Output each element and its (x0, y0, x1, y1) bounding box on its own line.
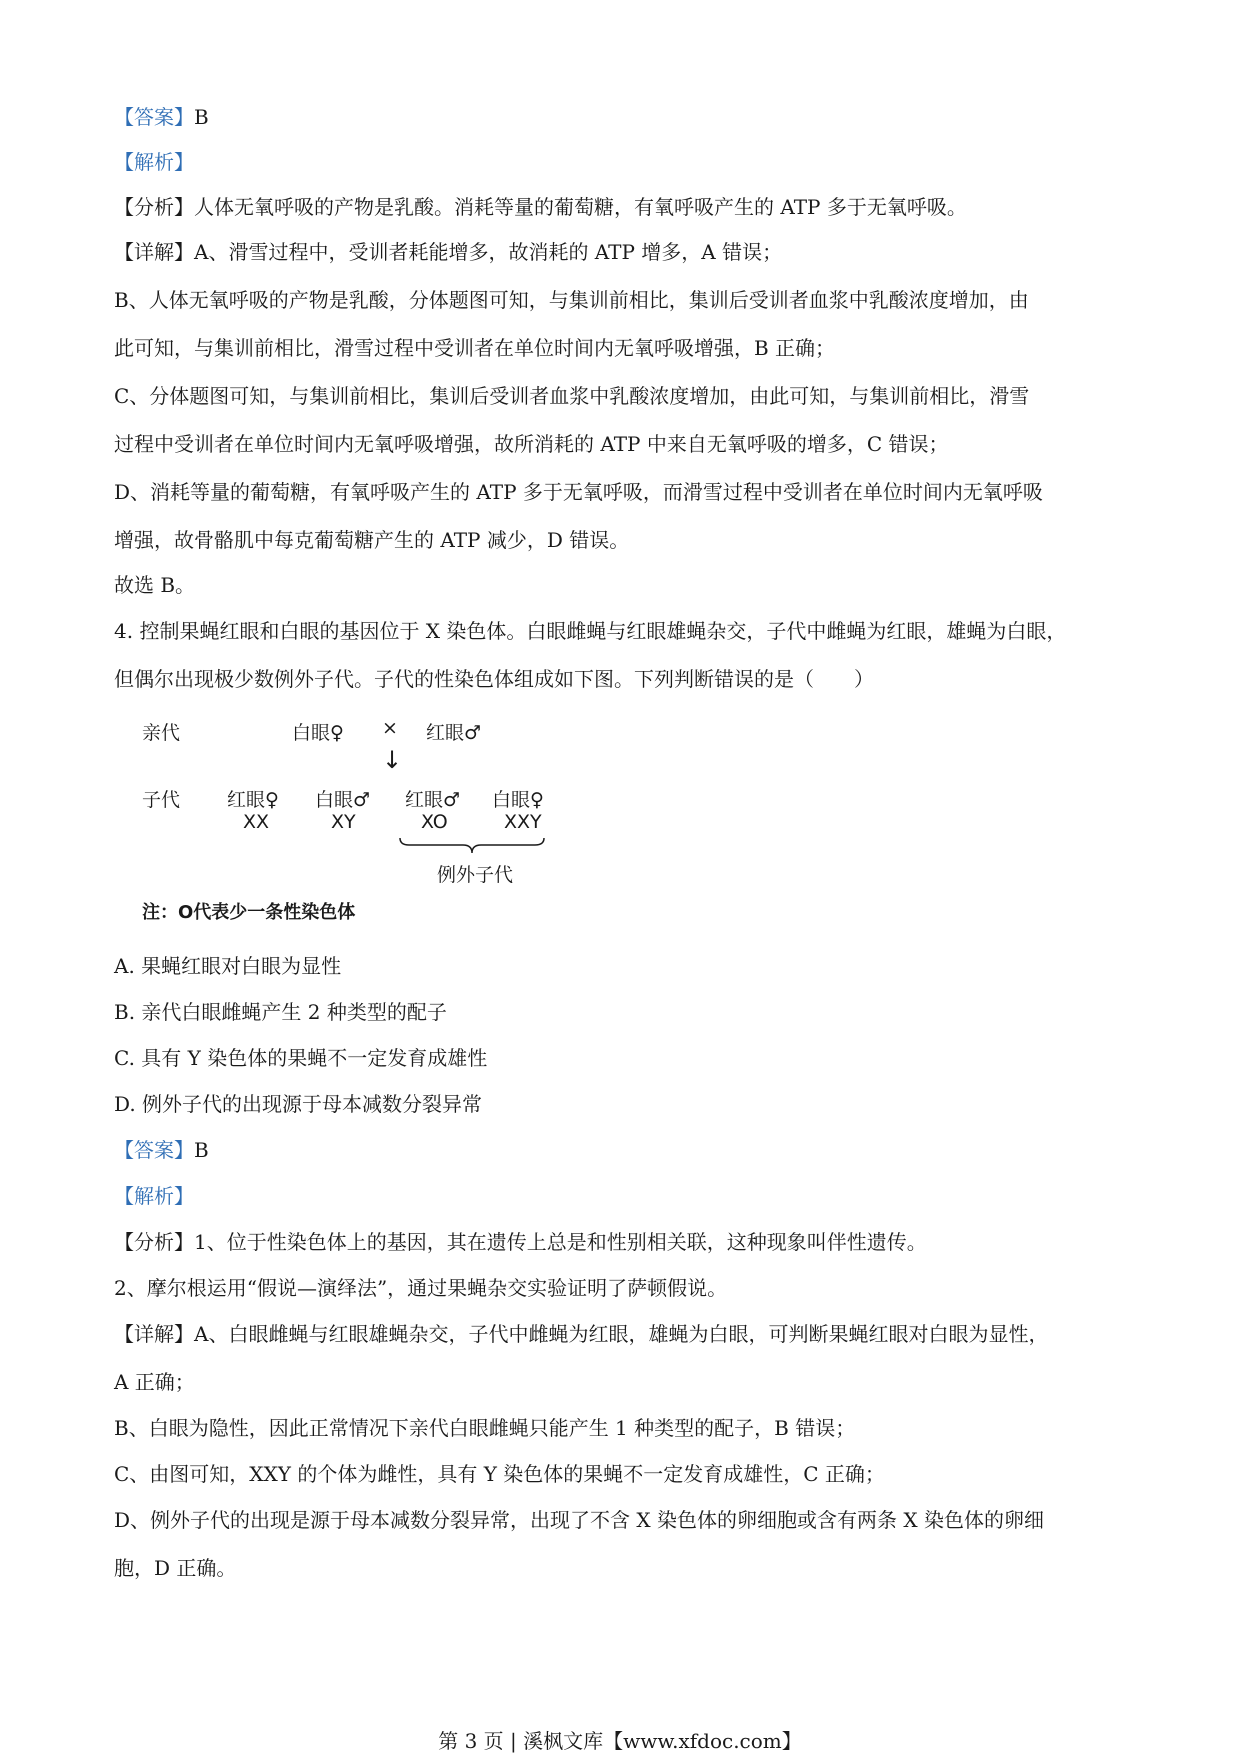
option-d: D. 例外子代的出现源于母本减数分裂异常 (114, 1092, 483, 1116)
analysis-line: 【分析】人体无氧呼吸的产物是乳酸。消耗等量的葡萄糖，有氧呼吸产生的 ATP 多于无氧呼吸。 (114, 195, 967, 219)
analysis-line: 【详解】A、白眼雌蝇与红眼雄蝇杂交，子代中雌蝇为红眼，雄蝇为白眼，可判断果蝇红眼对白眼为显性， (114, 1322, 1049, 1346)
offspring-label: 子代 (142, 789, 181, 811)
answer-tag: 【答案】 (114, 105, 194, 129)
question-stem: 但偶尔出现极少数例外子代。子代的性染色体组成如下图。下列判断错误的是（ ） (114, 667, 874, 691)
analysis-line: 【分析】1、位于性染色体上的基因，其在遗传上总是和性别相关联，这种现象叫伴性遗传。 (114, 1230, 927, 1254)
answer-value: B (194, 1138, 209, 1162)
option-b: B. 亲代白眼雌蝇产生 2 种类型的配子 (114, 1000, 447, 1024)
parent-female: 白眼♀ (292, 722, 344, 744)
analysis-line: D、消耗等量的葡萄糖，有氧呼吸产生的 ATP 多于无氧呼吸，而滑雪过程中受训者在单位时间内无氧呼吸 (114, 480, 1043, 504)
offspring-phenotype: 白眼♂ (315, 789, 371, 811)
analysis-line: C、由图可知，XXY 的个体为雌性，具有 Y 染色体的果蝇不一定发育成雄性，C 正确； (114, 1462, 885, 1486)
cross-diagram (142, 718, 582, 928)
analysis-line: C、分体题图可知，与集训前相比，集训后受训者血浆中乳酸浓度增加，由此可知，与集训前相比，滑雪 (114, 384, 1030, 408)
answer-tag: 【答案】 (114, 1138, 194, 1162)
offspring-genotype: XX (243, 811, 270, 833)
analysis-line: 故选 B。 (114, 573, 196, 597)
parent-label: 亲代 (142, 722, 181, 744)
offspring-phenotype: 红眼♀ (227, 789, 279, 811)
exception-label: 例外子代 (437, 864, 514, 886)
analysis-line: 此可知，与集训前相比，滑雪过程中受训者在单位时间内无氧呼吸增强，B 正确； (114, 336, 836, 360)
analysis-line: D、例外子代的出现是源于母本减数分裂异常，出现了不含 X 染色体的卵细胞或含有两条 X 染色体的卵细 (114, 1508, 1044, 1532)
offspring-genotype: XO (421, 811, 448, 833)
analysis-line: B、白眼为隐性，因此正常情况下亲代白眼雌蝇只能产生 1 种类型的配子，B 错误； (114, 1416, 856, 1440)
analysis-line: B、人体无氧呼吸的产物是乳酸，分体题图可知，与集训前相比，集训后受训者血浆中乳酸浓度增加，由 (114, 288, 1029, 312)
answer-line (114, 1136, 209, 1164)
offspring-phenotype: 红眼♂ (405, 789, 461, 811)
analysis-line: 2、摩尔根运用“假说—演绎法”，通过果蝇杂交实验证明了萨顿假说。 (114, 1276, 728, 1300)
down-arrow-icon: ↓ (382, 746, 403, 774)
parent-male: 红眼♂ (426, 722, 482, 744)
cross-symbol: × (382, 717, 398, 739)
exception-brace (397, 836, 547, 858)
page-footer: 第 3 页 | 溪枫文库【www.xfdoc.com】 (438, 1729, 802, 1753)
analysis-line: A 正确； (114, 1370, 195, 1394)
offspring-genotype: XXY (504, 811, 542, 833)
analysis-line: 胞，D 正确。 (114, 1556, 237, 1580)
analysis-line: 【详解】A、滑雪过程中，受训者耗能增多，故消耗的 ATP 增多，A 错误； (114, 240, 783, 264)
option-c: C. 具有 Y 染色体的果蝇不一定发育成雄性 (114, 1046, 488, 1070)
diagram-note: 注：O代表少一条性染色体 (142, 902, 356, 923)
answer-line (114, 103, 209, 131)
option-a: A. 果蝇红眼对白眼为显性 (114, 954, 342, 978)
analysis-line: 过程中受训者在单位时间内无氧呼吸增强，故所消耗的 ATP 中来自无氧呼吸的增多，C 错误； (114, 432, 949, 456)
answer-value: B (194, 105, 209, 129)
question-stem: 4. 控制果蝇红眼和白眼的基因位于 X 染色体。白眼雌蝇与红眼雄蝇杂交，子代中雌蝇为红眼，雄蝇为白眼， (114, 619, 1067, 643)
analysis-tag: 【解析】 (114, 150, 194, 174)
offspring-phenotype: 白眼♀ (492, 789, 544, 811)
analysis-tag: 【解析】 (114, 1184, 194, 1208)
analysis-line: 增强，故骨骼肌中每克葡萄糖产生的 ATP 减少，D 错误。 (114, 528, 630, 552)
offspring-genotype: XY (331, 811, 356, 833)
